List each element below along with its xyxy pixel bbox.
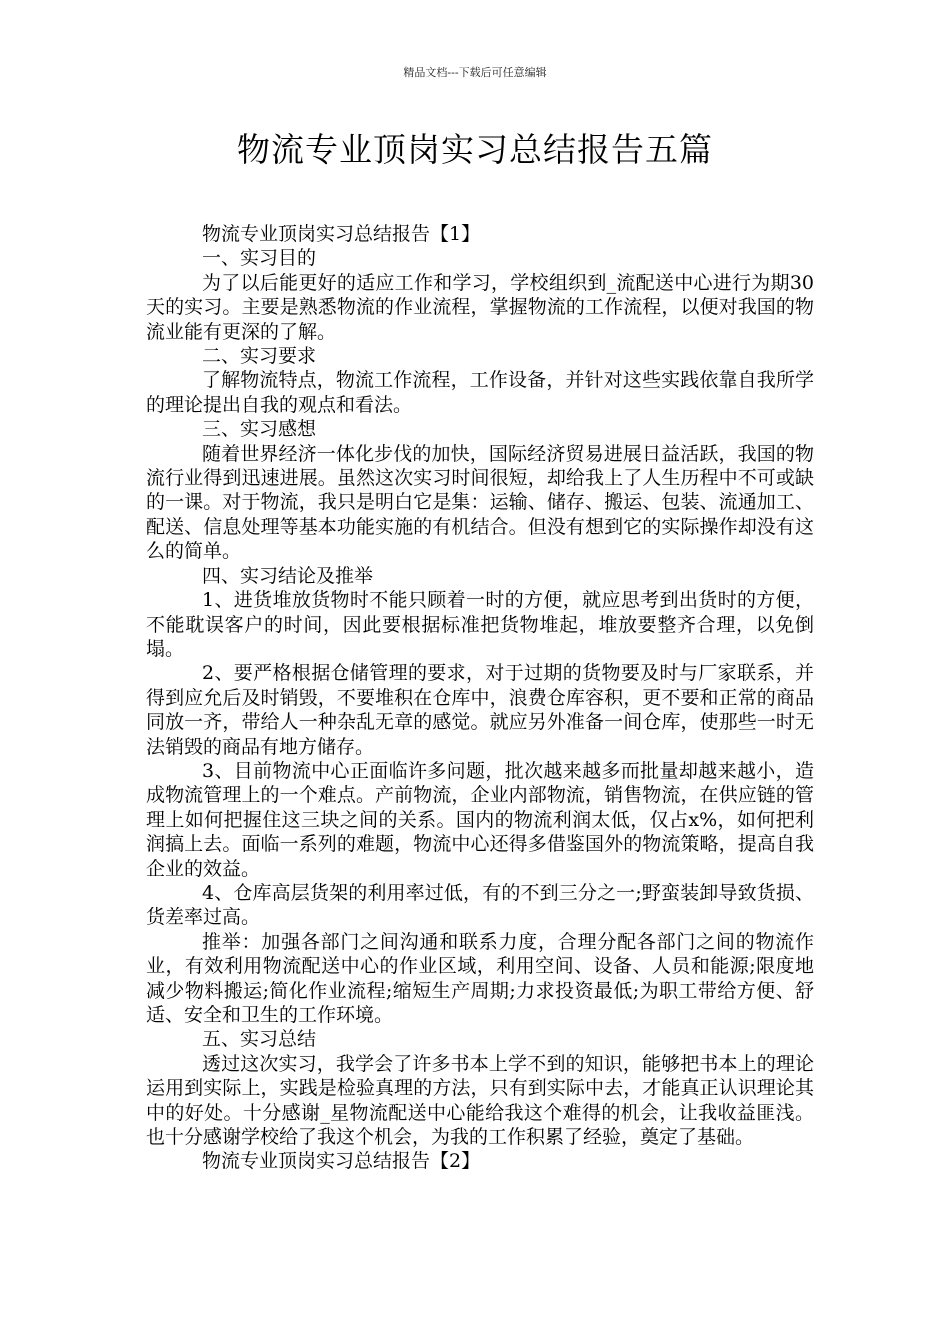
paragraph-conclusion-4: 4、仓库高层货架的利用率过低，有的不到三分之一;野蛮装卸导致货损、货差率过高。 bbox=[146, 881, 814, 929]
section-heading-purpose: 一、实习目的 bbox=[202, 247, 317, 270]
paragraph-purpose: 为了以后能更好的适应工作和学习，学校组织到_流配送中心进行为期30天的实习。主要是熟悉物流的作业流程，掌握物流的工作流程，以便对我国的物流业能有更深的了解。 bbox=[146, 271, 814, 343]
header-note: 精品文档---下载后可任意编辑 bbox=[403, 66, 547, 79]
paragraph-recommendation: 推举：加强各部门之间沟通和联系力度，合理分配各部门之间的物流作业，有效利用物流配送中心的作业区域，利用空间、设备、人员和能源;限度地减少物料搬运;简化作业流程;缩短生产周期;力求投资最低;为职工带给方便、舒适、安全和卫生的工作环境。 bbox=[146, 930, 814, 1026]
report-1-heading: 物流专业顶岗实习总结报告【1】 bbox=[202, 223, 481, 245]
section-heading-conclusions: 四、实习结论及推举 bbox=[202, 564, 374, 587]
paragraph-summary: 透过这次实习，我学会了许多书本上学不到的知识，能够把书本上的理论运用到实际上，实践是检验真理的方法，只有到实际中去，才能真正认识理论其中的好处。十分感谢_星物流配送中心能给我这个难得的机会，让我收益匪浅。也十分感谢学校给了我这个机会，为我的工作积累了经验，奠定了基础。 bbox=[146, 1052, 814, 1149]
paragraph-conclusion-2: 2、要严格根据仓储管理的要求，对于过期的货物要及时与厂家联系，并得到应允后及时销毁，不要堆积在仓库中，浪费仓库容积，更不要和正常的商品同放一齐，带给人一种杂乱无章的感觉。就应另外准备一间仓库，使那些一时无法销毁的商品有地方储存。 bbox=[146, 662, 814, 758]
paragraph-requirements: 了解物流特点，物流工作流程，工作设备，并针对这些实践依靠自我所学的理论提出自我的观点和看法。 bbox=[146, 369, 814, 416]
report-2-heading: 物流专业顶岗实习总结报告【2】 bbox=[202, 1150, 481, 1173]
section-heading-reflections: 三、实习感想 bbox=[202, 418, 317, 441]
paragraph-conclusion-1: 1、进货堆放货物时不能只顾着一时的方便，就应思考到出货时的方便，不能耽误客户的时间，因此要根据标准把货物堆起，堆放要整齐合理，以免倒塌。 bbox=[146, 589, 814, 660]
section-heading-requirements: 二、实习要求 bbox=[202, 345, 317, 368]
document-title: 物流专业顶岗实习总结报告五篇 bbox=[237, 130, 713, 169]
paragraph-conclusion-3: 3、目前物流中心正面临许多问题，批次越来越多而批量却越来越小，造成物流管理上的一个难点。产前物流，企业内部物流，销售物流，在供应链的管理上如何把握住这三块之间的关系。国内的物流利润太低，仅占x%，如何把利润搞上去。面临一系列的难题，物流中心还得多借鉴国外的物流策略，提高自我企业的效益。 bbox=[146, 759, 814, 880]
section-heading-summary: 五、实习总结 bbox=[202, 1028, 317, 1051]
paragraph-reflections: 随着世界经济一体化步伐的加快，国际经济贸易进展日益活跃，我国的物流行业得到迅速进展。虽然这次实习时间很短，却给我上了人生历程中不可或缺的一课。对于物流，我只是明白它是集：运输、储存、搬运、包装、流通加工、配送、信息处理等基本功能实施的有机结合。但没有想到它的实际操作却没有这么的简单。 bbox=[146, 442, 814, 563]
document-body bbox=[146, 222, 814, 1174]
